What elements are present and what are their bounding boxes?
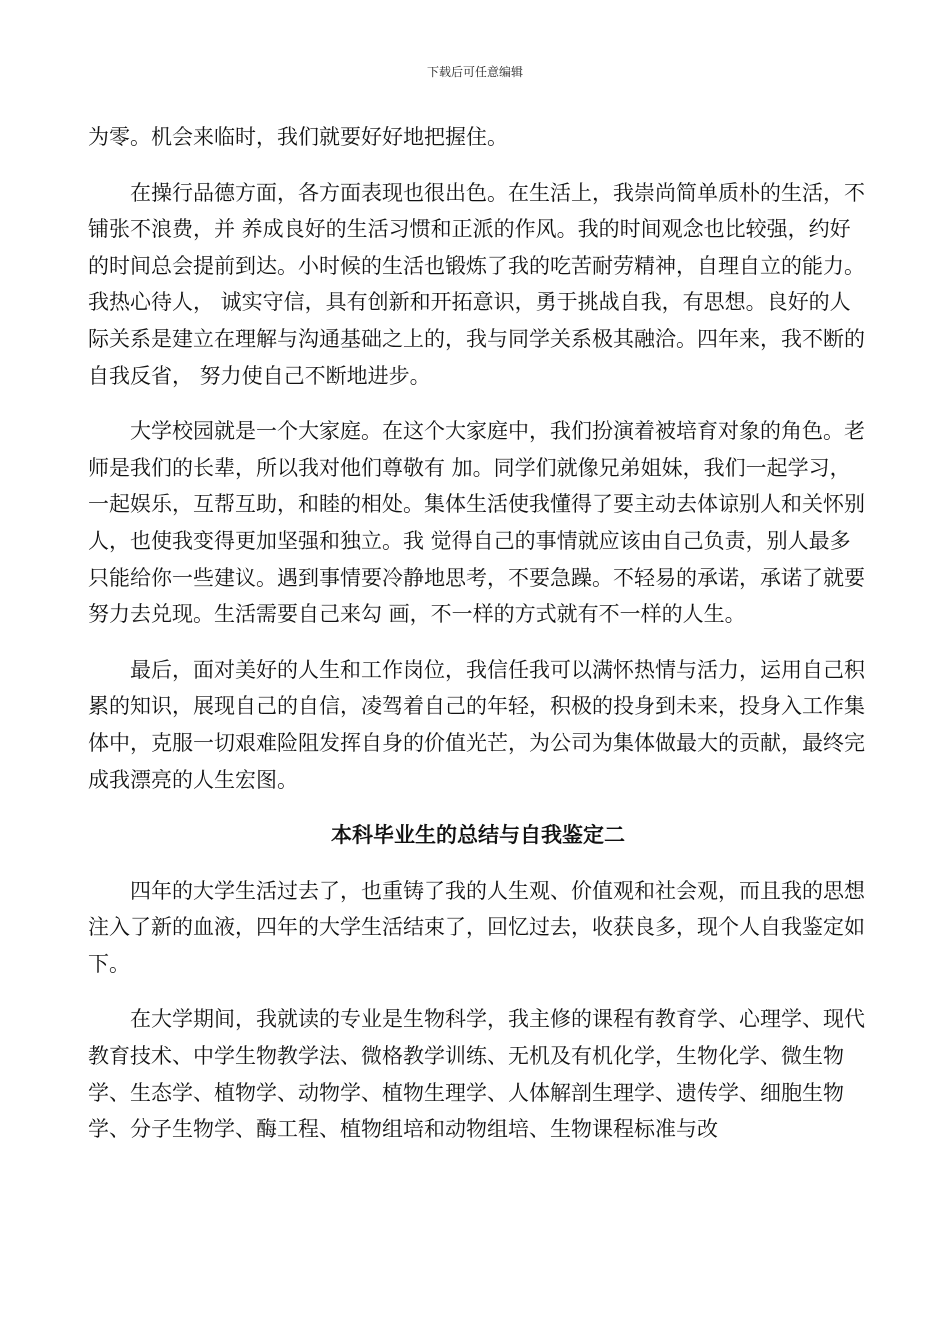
paragraph-conclusion: 最后，面对美好的人生和工作岗位，我信任我可以满怀热情与活力，运用自己积累的知识，展现自己的自信，凌驾着自己的年轻，积极的投身到未来，投身入工作集体中，克服一切艰难险阻发挥自身的价值光芒，为公司为集体做最大的贡献，最终完成我漂亮的人生宏图。 (88, 657, 865, 792)
paragraph-intro: 四年的大学生活过去了，也重铸了我的人生观、价值观和社会观，而且我的思想注入了新的血液，四年的大学生活结束了，回忆过去，收获良多，现个人自我鉴定如下。 (88, 878, 865, 976)
paragraph-gap (88, 798, 868, 817)
paragraph-gap (88, 156, 868, 175)
paragraph-conduct: 在操行品德方面，各方面表现也很出色。在生活上，我崇尚简单质朴的生活，不铺张不浪费，并 养成良好的生活习惯和正派的作风。我的时间观念也比较强，约好的时间总会提前到达。小时候的生活也锻炼了我的吃苦耐劳精神，自理自立的能力。我热心待人， 诚实守信，具有创新和开拓意识，勇于挑战自我，有思想。良好的人际关系是建立在理解与沟通基础之上的，我与同学关系极其融洽。四年来，我不断的自我反省， 努力使自己不断地进步。 (88, 180, 865, 388)
paragraph-gap (88, 394, 868, 413)
paragraph-gap (88, 633, 868, 652)
page-header-note: 下载后可任意编辑 (426, 65, 523, 79)
paragraph-campus-family: 大学校园就是一个大家庭。在这个大家庭中，我们扮演着被培育对象的角色。老师是我们的长辈，所以我对他们尊敬有 加。同学们就像兄弟姐妹，我们一起学习，一起娱乐，互帮互助，和睦的相处。集体生活使我懂得了要主动去体谅别人和关怀别人，也使我变得更加坚强和独立。我 觉得自己的事情就应该由自己负责，别人最多只能给你一些建议。遇到事情要冷静地思考，不要急躁。不轻易的承诺，承诺了就要努力去兑现。生活需要自己来勾 画，不一样的方式就有不一样的人生。 (88, 419, 865, 627)
paragraph-courses: 在大学期间，我就读的专业是生物科学，我主修的课程有教育学、心理学、现代教育技术、中学生物教学法、微格教学训练、无机及有机化学，生物化学、微生物学、生态学、植物学、动物学、植物生理学、人体解剖生理学、遗传学、细胞生物学、分子生物学、酶工程、植物组培和动物组培、生物课程标准与改 (88, 1007, 865, 1142)
section-title: 本科毕业生的总结与自我鉴定二 (331, 822, 625, 848)
paragraph-gap (88, 854, 868, 873)
paragraph-continuation: 为零。机会来临时，我们就要好好地把握住。 (88, 125, 508, 149)
document-body (88, 119, 868, 1148)
paragraph-gap (88, 982, 868, 1001)
